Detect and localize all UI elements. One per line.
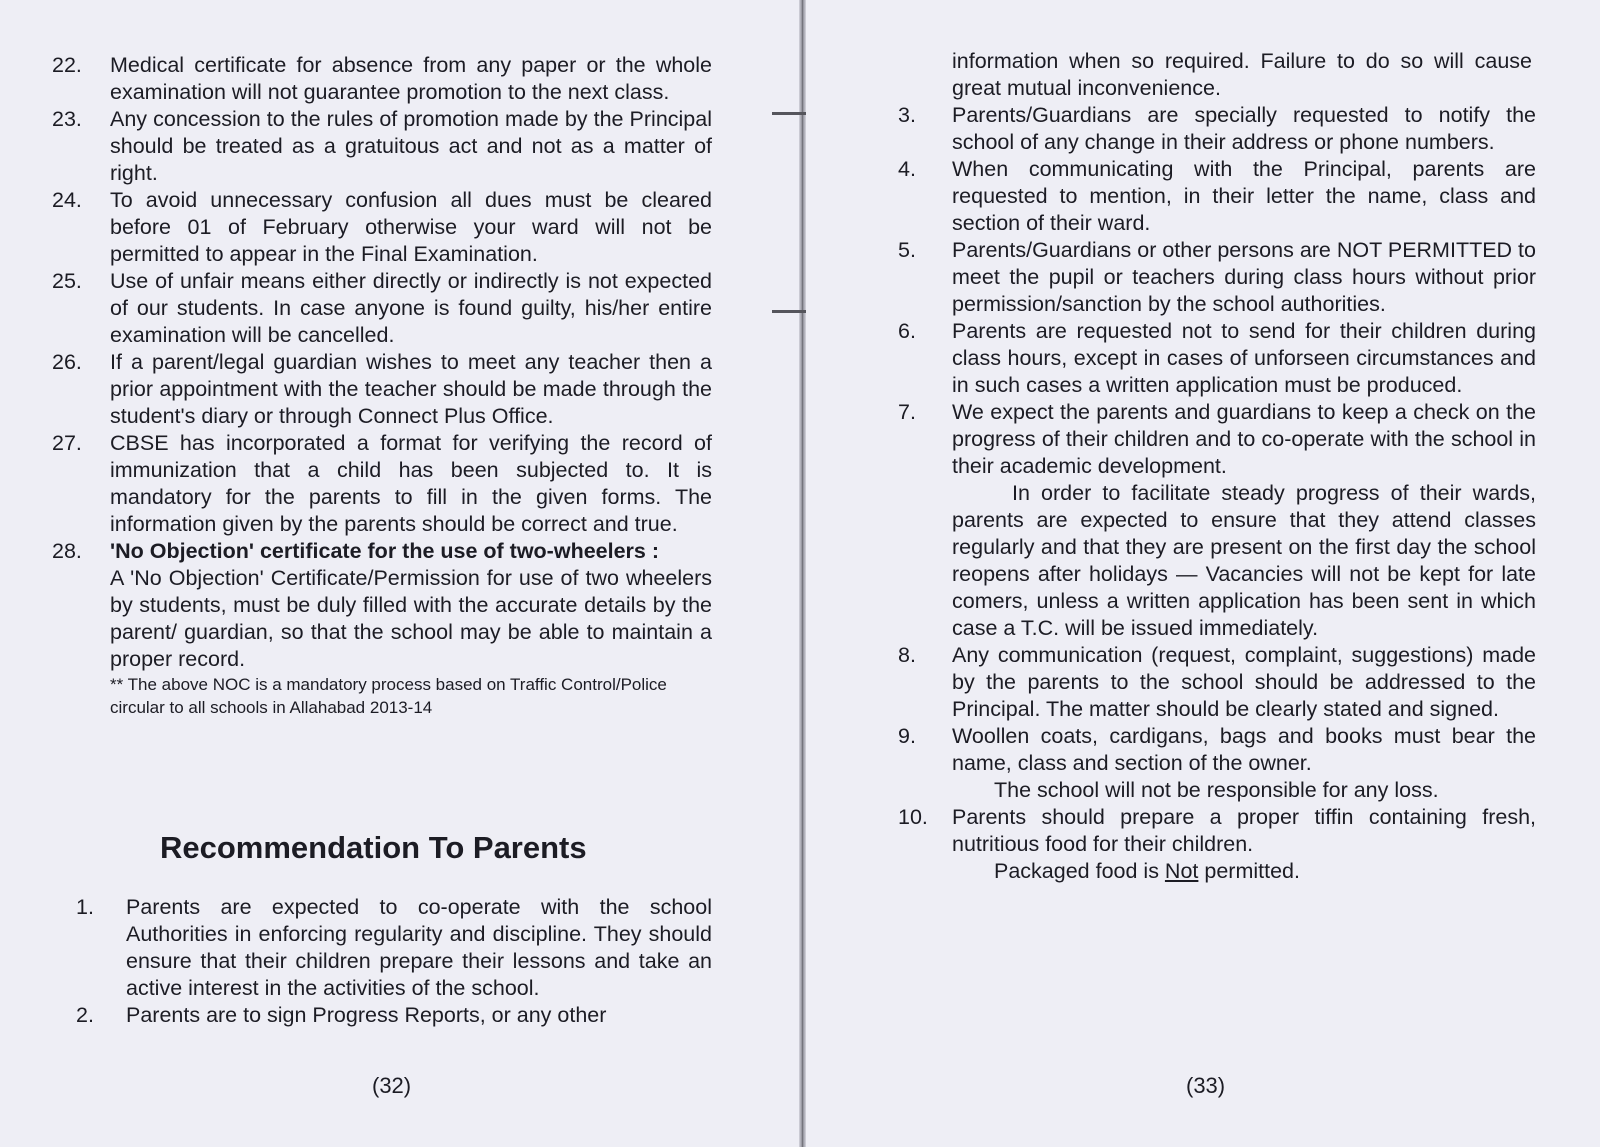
rule-text: CBSE has incorporated a format for verifying the record of immunization that a child has been subjected to. It is mandatory for the parents to fill in the given forms. The information given by the parents should be correct and true. (110, 431, 712, 536)
recommendation-4: 4. When communicating with the Principal, parents are requested to mention, in their letter the name, class and section of their ward. (898, 157, 1536, 235)
rule-24: 24. To avoid unnecessary confusion all dues must be cleared before 01 of February otherwise your ward will not be permitted to appear in the Final Examination. (52, 188, 712, 266)
recommendation-10: 10. Parents should prepare a proper tiffin containing fresh, nutritious food for their children. Packaged food is Not permitted. (898, 805, 1536, 883)
rule-23: 23. Any concession to the rules of promotion made by the Principal should be treated as a gratuitous act and not as a matter of right. (52, 107, 712, 185)
recommendation-2: 2. Parents are to sign Progress Reports, or any other (76, 1002, 712, 1029)
recommendation-9: 9. Woollen coats, cardigans, bags and books must bear the name, class and section of the owner. The school will not be responsible for any loss. (898, 724, 1536, 802)
recommendation-list (76, 894, 712, 1029)
page-33 (806, 0, 1600, 1147)
recommendation-text: Parents are to sign Progress Reports, or any other (126, 1003, 607, 1027)
page-number: (32) (372, 1073, 412, 1098)
recommendation-1: 1. Parents are expected to co-operate with the school Authorities in enforcing regularity and discipline. They should ensure that their children prepare their lessons and take an active interest in the activities of the school. (76, 895, 712, 1000)
recommendation-paragraph: In order to facilitate steady progress of their wards, parents are expected to ensure that they attend classes regularly and that they are present on the first day the school reopens after holidays — Vacancies will not be kept for late comers, unless a written application has been sent in which case a T.C. will be issued immediately. (952, 481, 1536, 640)
recommendation-7: 7. We expect the parents and guardians to keep a check on the progress of their children and to co-operate with the school in their academic development. In order to facilitate steady progress of their wards, parents are expected to ensure that they attend classes regularly and that they are present on the first day the school reopens after holidays — Vacancies will not be kept for late comers, unless a written application has been sent in which case a T.C. will be issued immediately. (898, 400, 1536, 640)
continuation-text: information when so required. Failure to do so will cause great mutual inconvenience. (952, 49, 1532, 100)
recommendation-6: 6. Parents are requested not to send for their children during class hours, except in cases of unforseen circumstances and in such cases a written application must be produced. (898, 319, 1536, 397)
rule-26: 26. If a parent/legal guardian wishes to meet any teacher then a prior appointment with the teacher should be made through the student's diary or through Connect Plus Office. (52, 350, 712, 428)
recommendation-paragraph: The school will not be responsible for any loss. (994, 778, 1439, 802)
recommendation-text: Woollen coats, cardigans, bags and books must bear the name, class and section of the owner. (952, 724, 1536, 775)
recommendation-text: Parents are requested not to send for their children during class hours, except in cases of unforseen circumstances and in such cases a written application must be produced. (952, 319, 1536, 397)
page-number: (33) (1186, 1073, 1226, 1098)
rule-text: To avoid unnecessary confusion all dues must be cleared before 01 of February otherwise your ward will not be permitted to appear in the Final Examination. (110, 188, 712, 266)
rule-note: ** The above NOC is a mandatory process based on Traffic Control/Police circular to all schools in Allahabad 2013-14 (110, 675, 667, 717)
rule-22: 22. Medical certificate for absence from any paper or the whole examination will not guarantee promotion to the next class. (52, 53, 712, 104)
rule-text: A 'No Objection' Certificate/Permission for use of two wheelers by students, must be duly filled with the accurate details by the parent/ guardian, so that the school may be able to maintain a proper record. (110, 566, 712, 671)
recommendation-paragraph: Packaged food is Not permitted. (994, 859, 1300, 883)
rule-28: 28. 'No Objection' certificate for the use of two-wheelers : A 'No Objection' Certificate/Permission for use of two wheelers by students, must be duly filled with the accurate details by the parent/ guardian, so that the school may be able to maintain a proper record. ** The above NOC is a mandatory process based on Traffic Control/Police circular to all schools in Allahabad 2013-14 (52, 539, 712, 717)
rule-text: If a parent/legal guardian wishes to meet any teacher then a prior appointment with the teacher should be made through the student's diary or through Connect Plus Office. (110, 350, 712, 428)
book-gutter (799, 0, 806, 1147)
rules-list (52, 52, 712, 719)
rule-text: Use of unfair means either directly or indirectly is not expected of our students. In case anyone is found guilty, his/her entire examination will be cancelled. (110, 269, 712, 347)
recommendation-8: 8. Any communication (request, complaint, suggestions) made by the parents to the school should be addressed to the Principal. The matter should be clearly stated and signed. (898, 643, 1536, 721)
recommendation-text: Any communication (request, complaint, suggestions) made by the parents to the school should be addressed to the Principal. The matter should be clearly stated and signed. (952, 643, 1536, 721)
recommendation-3: 3. Parents/Guardians are specially requested to notify the school of any change in their address or phone numbers. (898, 103, 1536, 154)
recommendation-text: When communicating with the Principal, parents are requested to mention, in their letter the name, class and section of their ward. (952, 157, 1536, 235)
recommendation-text: Parents are expected to co-operate with the school Authorities in enforcing regularity and discipline. They should ensure that their children prepare their lessons and take an active interest in the activities of the school. (126, 895, 712, 1000)
recommendation-5: 5. Parents/Guardians or other persons are NOT PERMITTED to meet the pupil or teachers during class hours without prior permission/sanction by the school authorities. (898, 238, 1536, 316)
recommendation-text: Parents/Guardians or other persons are NOT PERMITTED to meet the pupil or teachers during class hours without prior permission/sanction by the school authorities. (952, 238, 1536, 316)
recommendation-text: We expect the parents and guardians to keep a check on the progress of their children and to co-operate with the school in their academic development. (952, 400, 1536, 478)
rule-text: Medical certificate for absence from any paper or the whole examination will not guarantee promotion to the next class. (110, 53, 712, 104)
rule-25: 25. Use of unfair means either directly or indirectly is not expected of our students. In case anyone is found guilty, his/her entire examination will be cancelled. (52, 269, 712, 347)
recommendation-text: Parents/Guardians are specially requested to notify the school of any change in their address or phone numbers. (952, 103, 1536, 154)
rule-text: Any concession to the rules of promotion made by the Principal should be treated as a gratuitous act and not as a matter of right. (110, 107, 712, 185)
section-heading: Recommendation To Parents (160, 830, 587, 865)
recommendation-text: Parents should prepare a proper tiffin containing fresh, nutritious food for their children. (952, 805, 1536, 856)
rule-title: 'No Objection' certificate for the use of two-wheelers : (110, 539, 660, 563)
rule-27: 27. CBSE has incorporated a format for verifying the record of immunization that a child has been subjected to. It is mandatory for the parents to fill in the given forms. The information given by the parents should be correct and true. (52, 431, 712, 536)
recommendation-list-continued (898, 102, 1536, 885)
